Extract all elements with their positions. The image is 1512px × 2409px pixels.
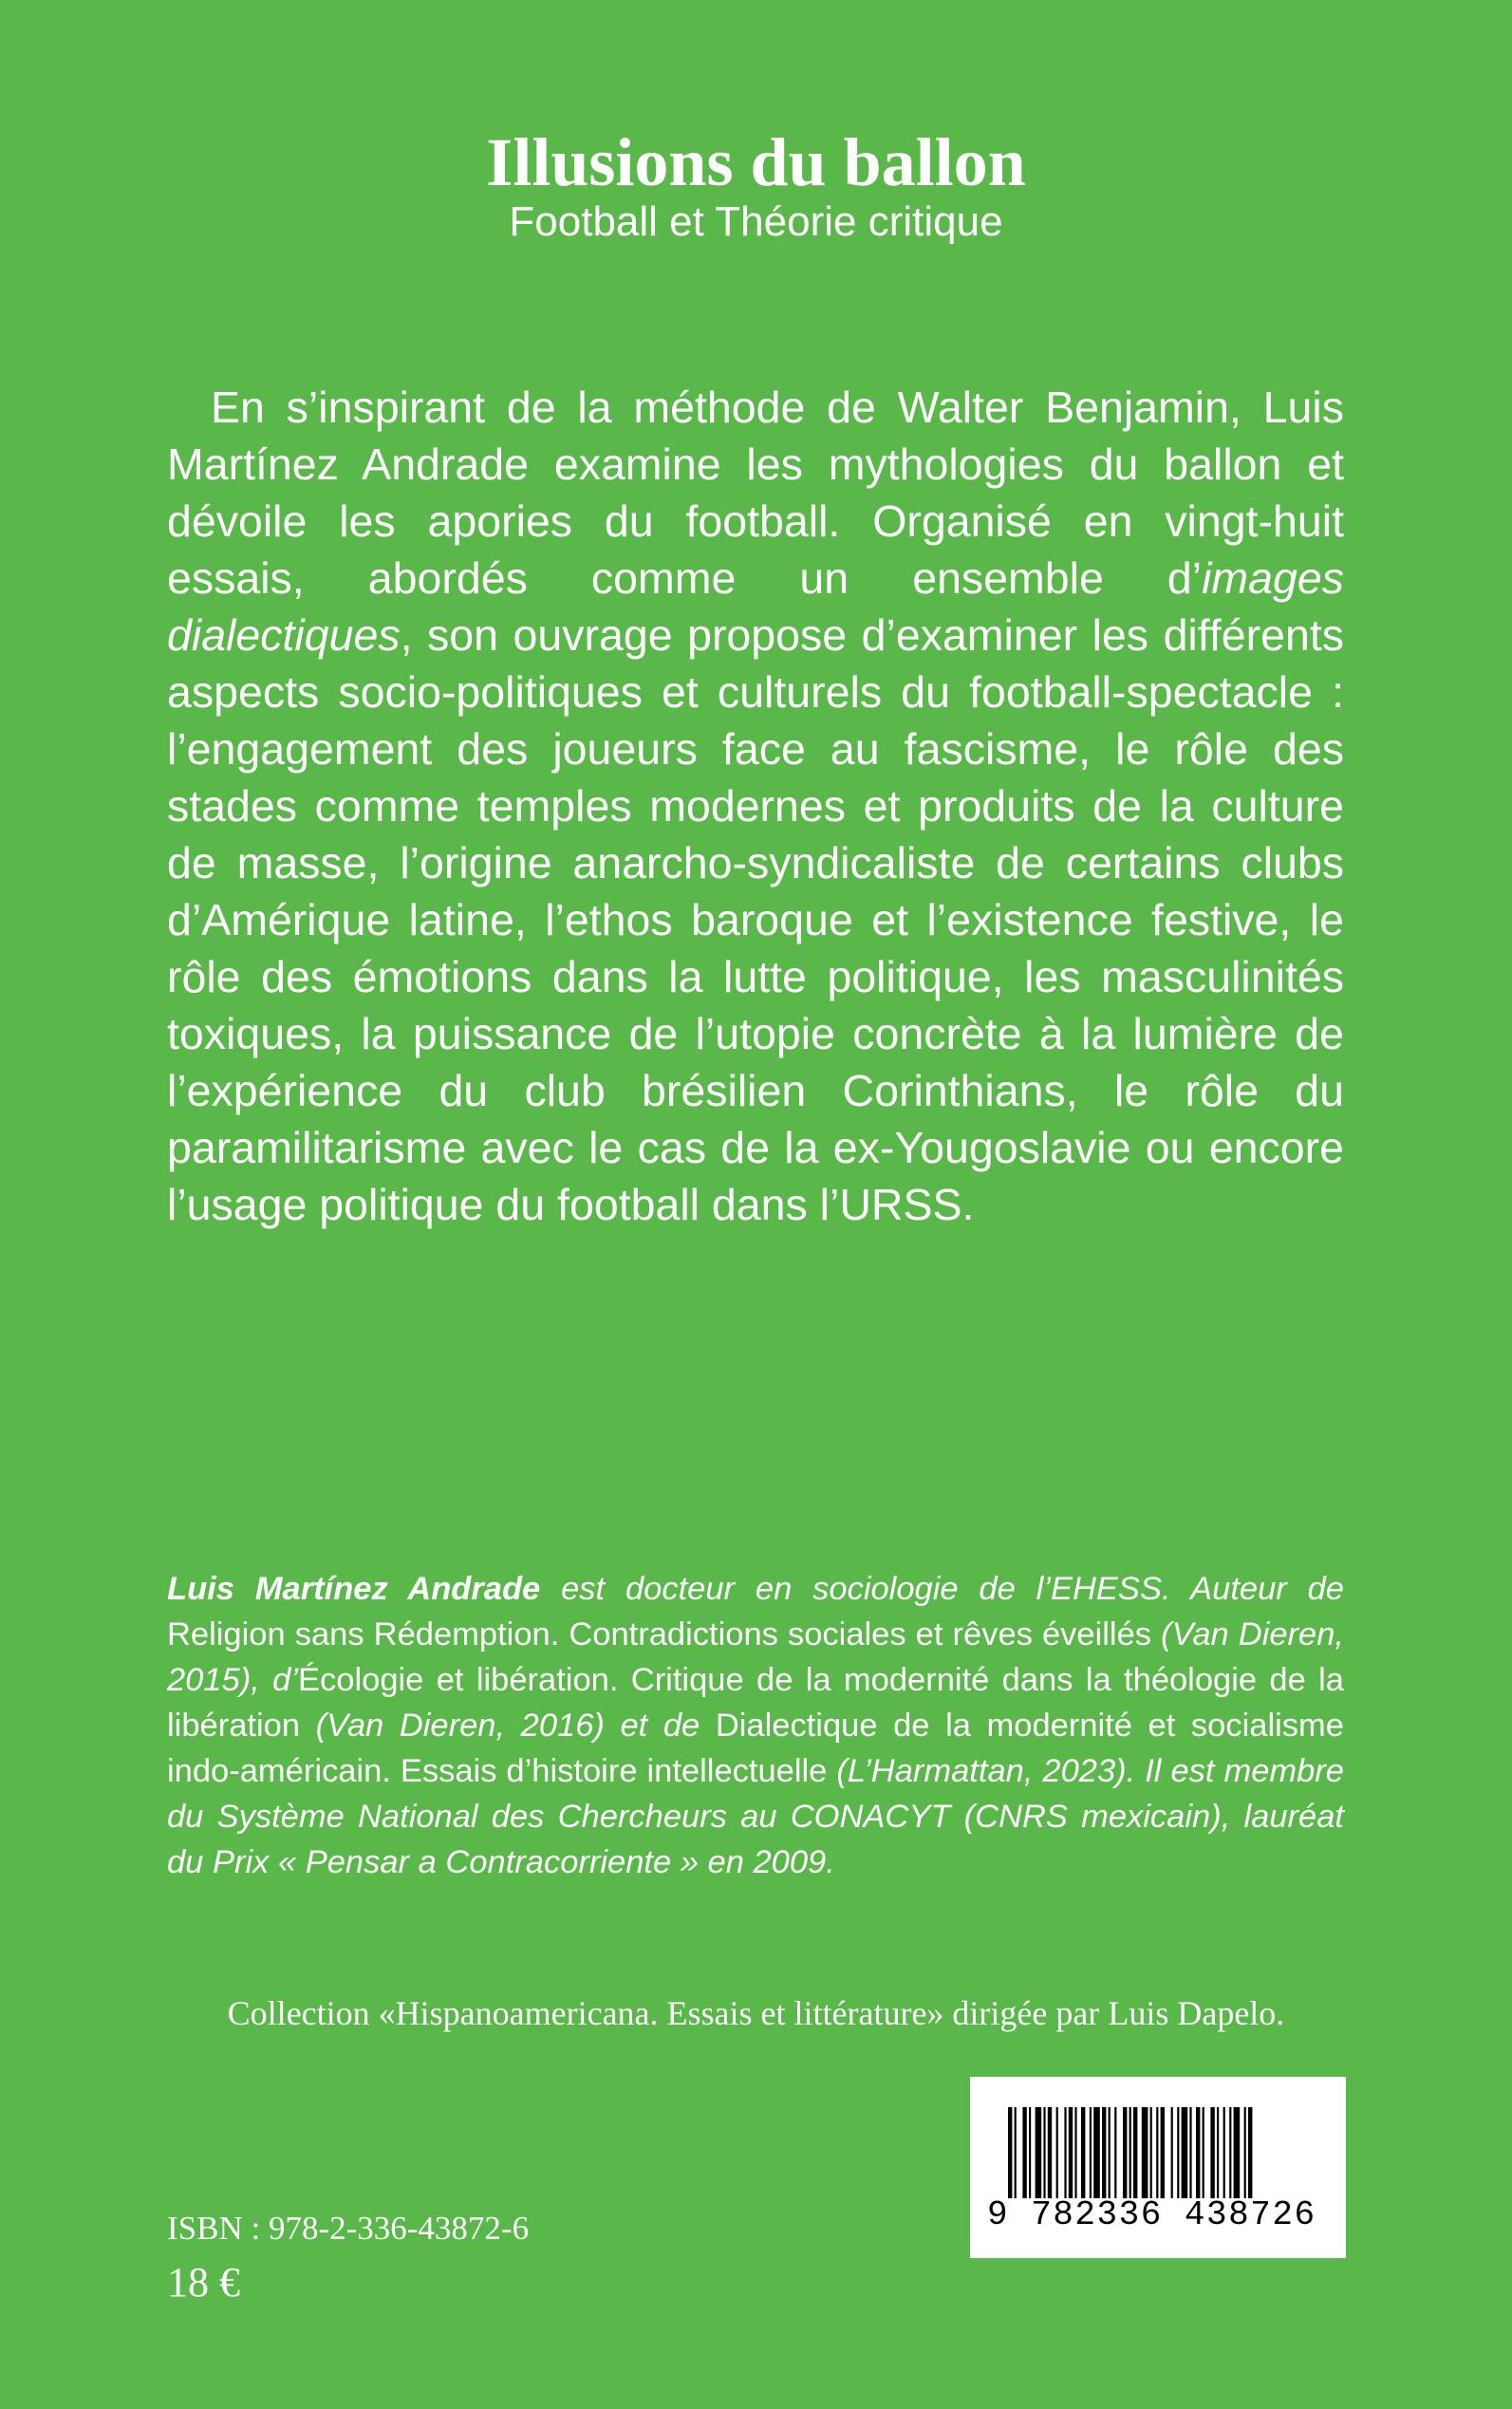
barcode-bar [1123, 2107, 1127, 2198]
barcode-bar [1029, 2107, 1031, 2198]
bio-text-4: (L’Harmattan, 2023). Il est membre du Système National des Chercheurs au CONACYT (CNRS mexicain), lauréat du Prix « Pensar a Contracorriente » en 2009. [167, 1753, 1344, 1880]
barcode-bar [1248, 2107, 1252, 2198]
barcode-digits: 9 782336 438726 [987, 2195, 1316, 2234]
barcode-bar [1043, 2107, 1045, 2198]
bio-text-1: est docteur en sociologie de l’EHESS. Auteur de [540, 1571, 1344, 1607]
barcode-bar [1008, 2107, 1012, 2198]
barcode-bar [1114, 2107, 1116, 2198]
bio-text-2: (Van Dieren, 2015), d’ [167, 1616, 1344, 1698]
blurb-paragraph [167, 379, 1344, 1233]
barcode-bar [1182, 2107, 1188, 2198]
barcode-bar [1196, 2107, 1200, 2198]
barcode-bar [1081, 2107, 1085, 2198]
blurb-italic-term: images dialectiques [167, 553, 1344, 660]
barcode-bar [1048, 2107, 1052, 2198]
barcode-bar [1036, 2107, 1042, 2198]
barcode-bar [1189, 2107, 1191, 2198]
barcode-bar [1133, 2107, 1137, 2198]
book-title-3: Dialectique de la modernité et socialisme indo-américain. Essais d’histoire intellectuelle [167, 1708, 1344, 1789]
book-subtitle: Football et Théorie critique [509, 198, 1003, 245]
barcode-box [970, 2077, 1346, 2258]
isbn-text: ISBN : 978-2-336-43872-6 [167, 2210, 530, 2247]
book-title: Illusions du ballon [486, 124, 1026, 200]
barcode-bar [1069, 2107, 1073, 2198]
barcode-bar [1234, 2107, 1241, 2198]
book-title-2: Écologie et libération. Critique de la modernité dans la théologie de la libération [167, 1662, 1344, 1744]
barcode-bar [1093, 2107, 1100, 2198]
blurb-text-part2: , son ouvrage propose d’examiner les différents aspects socio-politiques et culturels du football-spectacle : l’engagement des joueurs face au fascisme, le rôle des stades comme temples modernes et produits de la culture de masse, l’origine anarcho-syndicaliste de certains clubs d’Amérique latine, l’ethos baroque et l’existence festive, le rôle des émotions dans la lutte politique, les masculinités toxiques, la puissance de l’utopie concrète à la lumière de l’expérience du club brésilien Corinthians, le rôle du paramilitarisme avec le cas de la ex-Yougoslavie ou encore l’usage politique du football dans l’URSS. [167, 610, 1344, 1229]
barcode-bar [1056, 2107, 1058, 2198]
barcode-bar [1074, 2107, 1076, 2198]
barcode-bar [1022, 2107, 1026, 2198]
author-bio [167, 1566, 1344, 1885]
barcode-bar [1217, 2107, 1219, 2198]
barcode-bar [1129, 2107, 1131, 2198]
barcode-bar [1210, 2107, 1214, 2198]
barcode-bar [1015, 2107, 1017, 2198]
barcode-bar [1102, 2107, 1106, 2198]
barcode-bar [1244, 2107, 1246, 2198]
bio-text-3: (Van Dieren, 2016) et de [300, 1708, 716, 1744]
barcode-bar [1223, 2107, 1225, 2198]
barcode-bar [1171, 2107, 1173, 2198]
barcode-bar [1064, 2107, 1066, 2198]
author-name: Luis Martínez Andrade [167, 1571, 541, 1607]
barcode-bar [1161, 2107, 1165, 2198]
barcode-bar [1177, 2107, 1179, 2198]
barcode-bar [1109, 2107, 1111, 2198]
barcode-bar [1090, 2107, 1092, 2198]
book-title-1: Religion sans Rédemption. Contradictions sociales et rêves éveillés [167, 1616, 1152, 1653]
barcode-bar [1229, 2107, 1231, 2198]
barcode-bar [1156, 2107, 1158, 2198]
blurb-text-part1: En s’inspirant de la méthode de Walter Benjamin, Luis Martínez Andrade examine les mythologies du ballon et dévoile les apories du football. Organisé en vingt-huit essais, abordés comme un ensemble d’ [167, 383, 1344, 603]
collection-note: Collection «Hispanoamericana. Essais et littérature» dirigée par Luis Dapelo. [227, 1994, 1285, 2032]
barcode-bar [1203, 2107, 1204, 2198]
barcode-bar [1150, 2107, 1152, 2198]
price-text: 18 € [167, 2259, 240, 2306]
barcode-icon [1008, 2107, 1312, 2198]
barcode-bar [1142, 2107, 1148, 2198]
